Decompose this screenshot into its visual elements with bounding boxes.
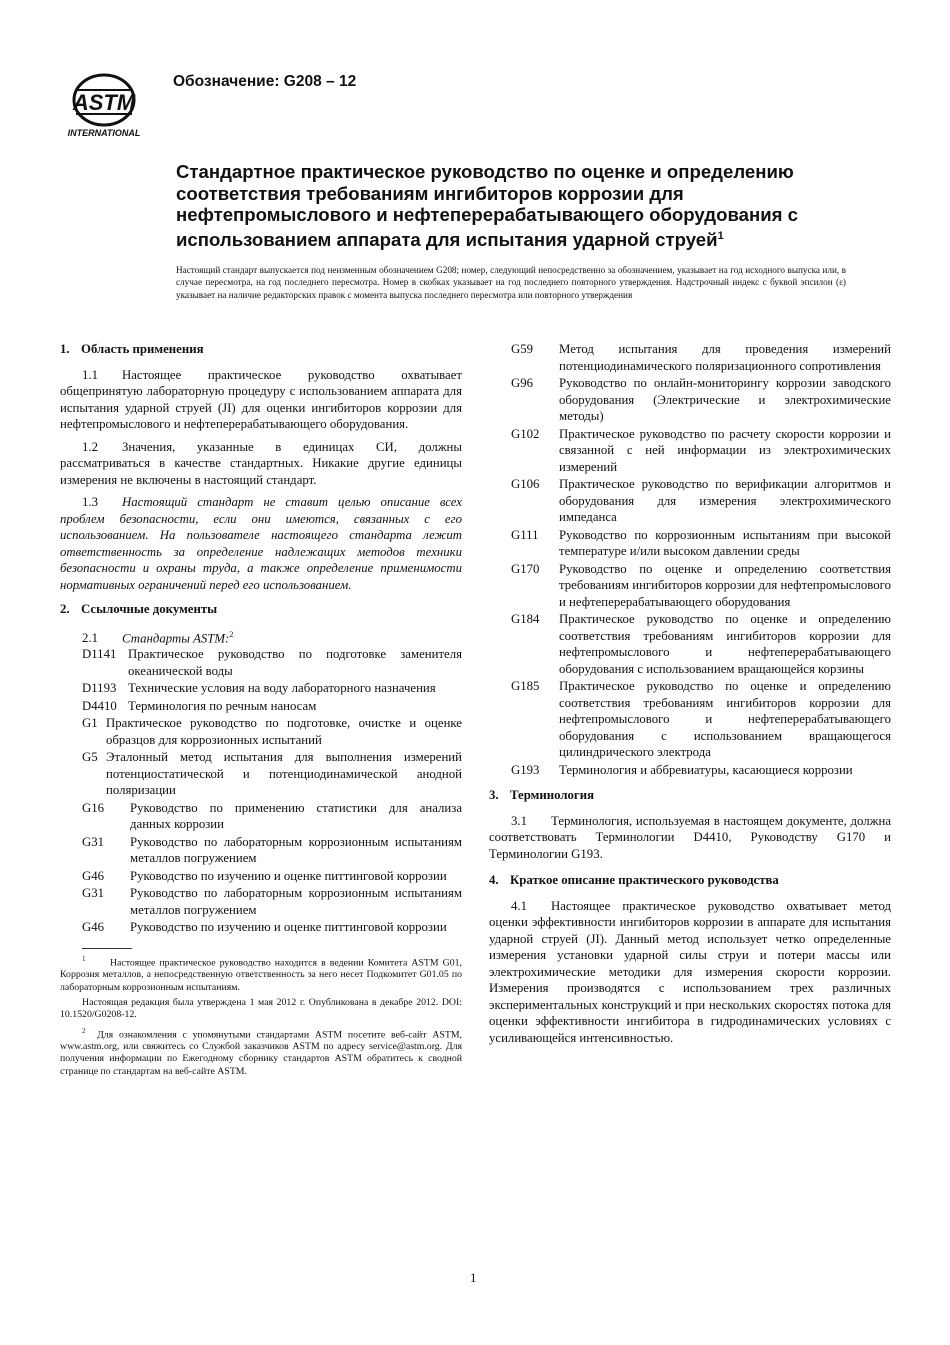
title-footnote-mark: 1 <box>717 229 724 242</box>
svg-text:ASTM: ASTM <box>72 90 136 115</box>
subsection-heading: 2.1 Стандарты ASTM:$^2$ <box>82 629 234 645</box>
reference-item: D4410 Терминология по речным наносам <box>82 698 317 713</box>
paragraph: 1.2 Значения, указанные в единицах СИ, должны рассматриваться в качестве стандартных. Никакие другие единицы измерения не включены в настоящий стандарт. <box>60 439 462 487</box>
paragraph: 1.1 Настоящее практическое руководство охватывает общепринятую лабораторную процедуру с использованием аппарата для испытания ударной струей (JI) для оценки ингибиторов коррозии для нефтепромыслового и нефтеперерабатывающего оборудования. <box>60 367 462 431</box>
section-heading: 3. Терминология <box>489 788 595 802</box>
logo-international-text: INTERNATIONAL <box>67 128 141 138</box>
reference-item: G111 Руководство по коррозионным испытаниям при высокой температуре и/или высоком давлении среды <box>511 527 891 558</box>
reference-item: G46 Руководство по изучению и оценке питтинговой коррозии <box>82 868 447 883</box>
reference-item: G16 Руководство по применению статистики для анализа данных коррозии <box>82 800 462 832</box>
right-column <box>489 341 891 1052</box>
title-line: нефтепромыслового и нефтеперерабатывающего оборудования с <box>176 204 798 225</box>
section-heading: 4. Краткое описание практического руководства <box>489 873 779 887</box>
title-line: использованием аппарата для испытания ударной струей$^1$ <box>176 228 724 250</box>
section-heading: 2. Ссылочные документы <box>60 602 218 616</box>
page-number: 1 <box>470 1270 477 1285</box>
reference-item: G1 Практическое руководство по подготовке, очистке и оценке образцов для коррозионных испытаний <box>82 716 462 747</box>
reference-item: G184 Практическое руководство по оценке и определению соответствия требованиям ингибиторов коррозии для нефтепромыслового и нефтеперерабатывающего оборудования с использованием вращающейся корзины <box>511 612 891 676</box>
document-title <box>176 161 836 250</box>
section-heading: 1. Область применения <box>60 342 204 356</box>
paragraph: 1.3 Настоящий стандарт не ставит целью описание всех проблем безопасности, если они имеются, связанных с его использованием. На пользователе настоящего стандарта лежит ответственность за определение надлежащих методов техники безопасности и охраны труда, а также определение применимости нормативных ограничений перед его использованием. <box>60 495 462 592</box>
reference-item: G170 Руководство по оценке и определению соответствия требованиям ингибиторов коррозии для нефтепромыслового и нефтеперерабатывающего оборудования <box>511 561 891 609</box>
astm-logo <box>62 72 146 140</box>
reference-item: G185 Практическое руководство по оценке и определению соответствия требованиям ингибиторов коррозии для нефтепромыслового и нефтеперерабатывающего оборудования с использованием вращающегося цилиндрического электрода <box>511 679 891 759</box>
reference-item: G31 Руководство по лабораторным коррозионным испытаниям металлов погружением <box>82 886 462 917</box>
paragraph: 4.1 Настоящее практическое руководство охватывает метод оценки эффективности ингибиторов коррозии в аппарате для испытания ударной струей (JI). Данный метод использует четко определенные измерения установки ударной силы струи и потери массы или электрохимические методики для измерения скорости коррозии. Измерения производятся с использованием трех различных экспериментальных конструкций и при нескольких скоростях потока для оценки эффективности ингибитора в гидродинамических условиях с усиливающейся интенсивностью. <box>489 898 891 1045</box>
footnote: $^1$ Настоящее практическое руководство находится в ведении Комитета ASTM G01, Коррозия металлов, а непосредственную ответственность за него несет Подкомитет G01.05 по лабораторным коррозионным испытаниям. <box>60 954 462 993</box>
paragraph: 3.1 Терминология, используемая в настоящем документе, должна соответствовать Терминологии D4410, Руководству G170 и Терминологии G193. <box>489 813 891 861</box>
title-line: Стандартное практическое руководство по оценке и определению <box>176 161 794 182</box>
reference-item: G31 Руководство по лабораторным коррозионным испытаниям металлов погружением <box>82 834 462 866</box>
reference-item: G96 Руководство по онлайн-мониторингу коррозии заводского оборудования (Электрические и электрохимические методы) <box>511 376 891 423</box>
reference-item: G106 Практическое руководство по верификации алгоритмов и оборудования для измерения электрохимического импеданса <box>511 477 891 524</box>
left-column <box>60 341 462 1081</box>
footnote-divider <box>82 948 132 949</box>
reference-item: G46 Руководство по изучению и оценке питтинговой коррозии <box>82 920 447 935</box>
reference-item: D1141 Практическое руководство по подготовке заменителя океанической воды <box>82 647 462 678</box>
reference-item: G5 Эталонный метод испытания для выполнения измерений потенциостатической и потенциодинамической анодной поляризации <box>82 750 462 798</box>
footnote: $^2$ Для ознакомления с упомянутыми стандартами ASTM посетите веб-сайт ASTM, www.astm.org, или свяжитесь со Службой заказчиков ASTM по адресу service@astm.org. Для получения информации по Ежегодному сборнику стандартов ASTM обратитесь к сводной странице по стандартам на веб-сайте ASTM. <box>60 1026 463 1077</box>
reference-item: D1193 Технические условия на воду лабораторного назначения <box>82 681 436 696</box>
standard-notice: Настоящий стандарт выпускается под неизменным обозначением G208; номер, следующий непосредственно за обозначением, указывает на год исходного выпуска или, в случае пересмотра, на год последнего пересмотра. Номер в скобках указывает на год последнего повторного утверждения. Надстрочный индекс с буквой эпсилон (ε) указывает на наличие редакторских правок с момента выпуска последнего пересмотра или повторного утверждения <box>176 265 846 300</box>
reference-item: G193 Терминология и аббревиатуры, касающиеся коррозии <box>511 762 853 777</box>
reference-item: G59 Метод испытания для проведения измерений потенциодинамического поляризационного сопротивления <box>511 342 891 373</box>
designation: Обозначение: G208 – 12 <box>173 73 357 90</box>
reference-item: G102 Практическое руководство по расчету скорости коррозии и связанной с ней информации из электрохимических измерений <box>511 426 891 474</box>
astm-logo-mark <box>72 75 136 125</box>
footnote: Настоящая редакция была утверждена 1 мая 2012 г. Опубликована в декабре 2012. DOI: 10.1520/G0208-12. <box>60 996 462 1021</box>
title-line: соответствия требованиям ингибиторов коррозии для <box>176 182 684 204</box>
